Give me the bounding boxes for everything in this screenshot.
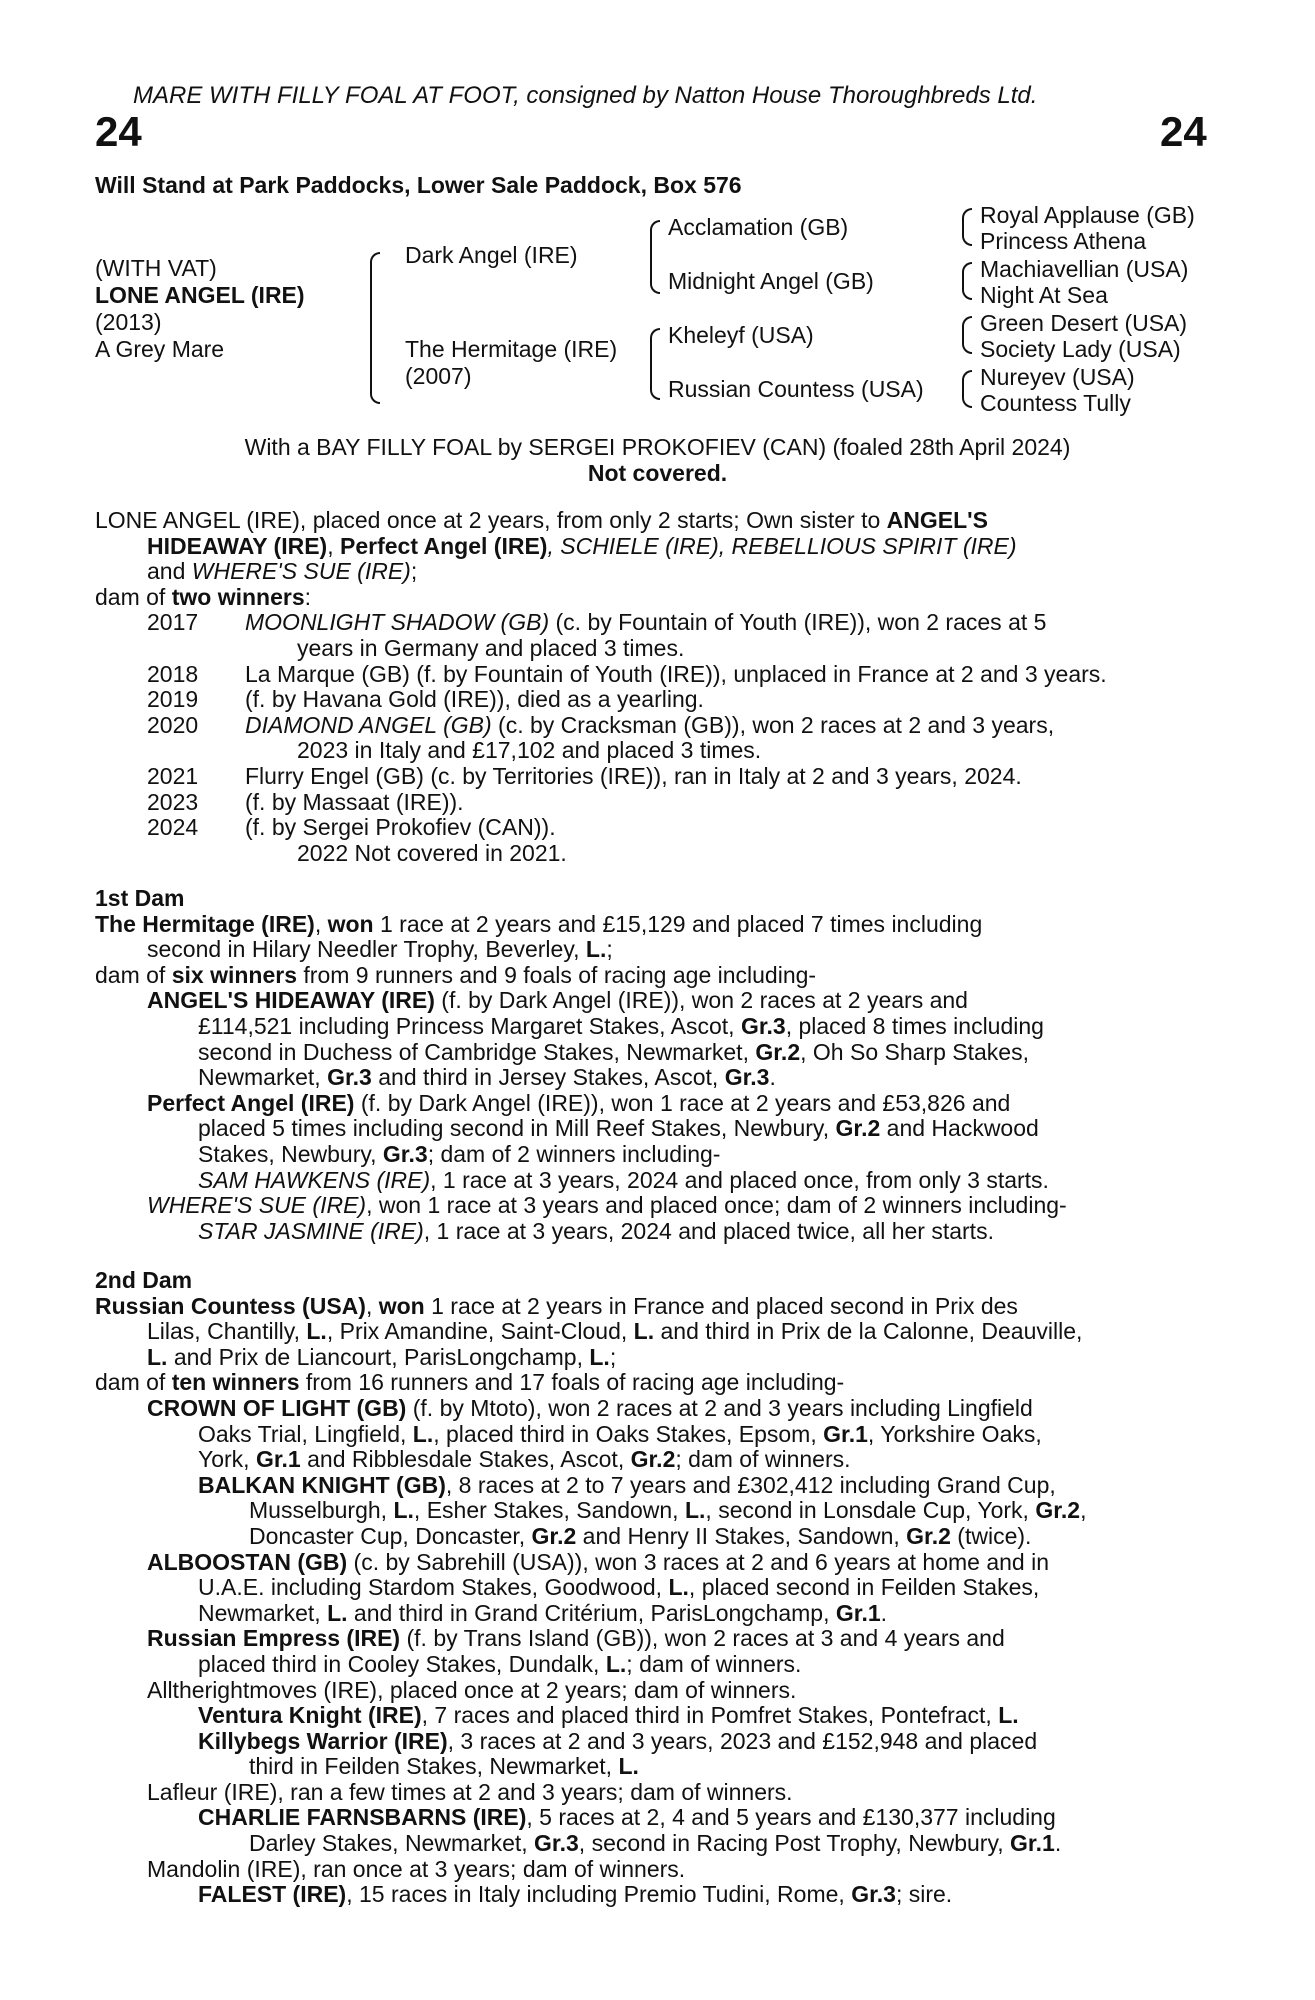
- dam-line: CROWN OF LIGHT (GB) (f. by Mtoto), won 2 races at 2 and 3 years including Lingfield: [147, 1394, 1033, 1421]
- produce-note: 2022 Not covered in 2021.: [297, 839, 567, 866]
- dam-line: Musselburgh, L., Esher Stakes, Sandown, L., second in Lonsdale Cup, York, Gr.2,: [249, 1497, 1087, 1524]
- dam-line: Newmarket, L. and third in Grand Critérium, ParisLongchamp, Gr.1.: [198, 1599, 888, 1626]
- dam-line: Newmarket, Gr.3 and third in Jersey Stakes, Ascot, Gr.3.: [198, 1064, 776, 1091]
- dam-line: placed 5 times including second in Mill Reef Stakes, Newbury, Gr.2 and Hackwood: [198, 1115, 1039, 1142]
- produce-row: 2023 (f. by Massaat (IRE)).: [147, 788, 464, 815]
- dam-line: CHARLIE FARNSBARNS (IRE), 5 races at 2, 4 and 5 years and £130,377 including: [198, 1804, 1056, 1831]
- consignment-line: MARE WITH FILLY FOAL AT FOOT, consigned by Natton House Thoroughbreds Ltd.: [133, 82, 1038, 109]
- produce-record: [95, 508, 1205, 866]
- produce-row-cont: 2023 in Italy and £17,102 and placed 3 times.: [297, 737, 762, 764]
- horse-description: A Grey Mare: [95, 336, 225, 362]
- dam-line: placed third in Cooley Stakes, Dundalk, L.; dam of winners.: [198, 1650, 802, 1677]
- sire-dam-sire: Machiavellian (USA): [980, 256, 1189, 282]
- produce-row: 2019 (f. by Havana Gold (IRE)), died as a yearling.: [147, 686, 704, 713]
- dam-line: Lafleur (IRE), ran a few times at 2 and 3 years; dam of winners.: [147, 1778, 793, 1805]
- sire-sire-dam: Princess Athena: [980, 228, 1147, 254]
- produce-row-cont: years in Germany and placed 3 times.: [297, 634, 685, 661]
- brace-sire-line: [650, 220, 660, 294]
- dam-line: £114,521 including Princess Margaret Stakes, Ascot, Gr.3, placed 8 times including: [198, 1012, 1044, 1039]
- dam-line: SAM HAWKENS (IRE), 1 race at 3 years, 2024 and placed once, from only 3 starts.: [198, 1166, 1049, 1193]
- brace-dam-line: [650, 328, 660, 400]
- intro-line: and WHERE'S SUE (IRE);: [147, 558, 418, 585]
- dam-line: Stakes, Newbury, Gr.3; dam of 2 winners including-: [198, 1140, 721, 1167]
- dam: The Hermitage (IRE): [405, 336, 618, 362]
- sire-sire-sire: Royal Applause (GB): [980, 202, 1195, 228]
- brace-gen3-d: [962, 370, 972, 408]
- second-dam-section: [95, 1268, 1205, 1908]
- dam-line: Oaks Trial, Lingfield, L., placed third in Oaks Stakes, Epsom, Gr.1, Yorkshire Oaks,: [198, 1420, 1042, 1447]
- dam-line: WHERE'S SUE (IRE), won 1 race at 3 years and placed once; dam of 2 winners including-: [147, 1192, 1067, 1219]
- brace-gen3-a: [962, 208, 972, 246]
- dam-line: dam of six winners from 9 runners and 9 foals of racing age including-: [95, 961, 817, 988]
- intro-line: HIDEAWAY (IRE), Perfect Angel (IRE), SCHIELE (IRE), REBELLIOUS SPIRIT (IRE): [147, 532, 1017, 559]
- dam-line: L. and Prix de Liancourt, ParisLongchamp, L.;: [147, 1343, 617, 1370]
- dam-line: York, Gr.1 and Ribblesdale Stakes, Ascot, Gr.2; dam of winners.: [198, 1446, 851, 1473]
- dam-line: Alltherightmoves (IRE), placed once at 2 years; dam of winners.: [147, 1676, 797, 1703]
- dam-line: Russian Countess (USA), won 1 race at 2 years in France and placed second in Prix des: [95, 1292, 1018, 1319]
- sire-dam: Midnight Angel (GB): [668, 268, 874, 294]
- produce-row: 2021 Flurry Engel (GB) (c. by Territories (IRE)), ran in Italy at 2 and 3 years, 2024.: [147, 762, 1022, 789]
- dam-line: dam of ten winners from 16 runners and 17 foals of racing age including-: [95, 1369, 845, 1396]
- dam-line: ANGEL'S HIDEAWAY (IRE) (f. by Dark Angel (IRE)), won 2 races at 2 years and: [147, 987, 968, 1014]
- dam-dam: Russian Countess (USA): [668, 376, 924, 402]
- horse-name: LONE ANGEL (IRE): [95, 282, 305, 308]
- dam-line: ALBOOSTAN (GB) (c. by Sabrehill (USA)), won 3 races at 2 and 6 years at home and in: [147, 1548, 1050, 1575]
- dam-dam-dam: Countess Tully: [980, 390, 1131, 416]
- brace-generation-1: [370, 252, 380, 404]
- intro-line: dam of two winners:: [95, 583, 312, 610]
- intro-line: LONE ANGEL (IRE), placed once at 2 years, from only 2 starts; Own sister to ANGEL'S: [95, 507, 988, 533]
- dam-sire-dam: Society Lady (USA): [980, 336, 1181, 362]
- dam-line: Russian Empress (IRE) (f. by Trans Island (GB)), won 2 races at 3 and 4 years and: [147, 1625, 1005, 1652]
- dam-line: second in Hilary Needler Trophy, Beverley, L.;: [147, 936, 613, 963]
- section-title: 1st Dam: [95, 885, 185, 911]
- dam-line: Darley Stakes, Newmarket, Gr.3, second in Racing Post Trophy, Newbury, Gr.1.: [249, 1830, 1062, 1857]
- dam-year: (2007): [405, 363, 472, 389]
- horse-year: (2013): [95, 309, 162, 335]
- dam-line: BALKAN KNIGHT (GB), 8 races at 2 to 7 years and £302,412 including Grand Cup,: [198, 1471, 1056, 1498]
- section-title: 2nd Dam: [95, 1267, 193, 1293]
- brace-gen3-c: [962, 316, 972, 354]
- dam-line: Mandolin (IRE), ran once at 3 years; dam of winners.: [147, 1855, 686, 1882]
- dam-line: Perfect Angel (IRE) (f. by Dark Angel (IRE)), won 1 race at 2 years and £53,826 and: [147, 1089, 1011, 1116]
- dam-line: Doncaster Cup, Doncaster, Gr.2 and Henry II Stakes, Sandown, Gr.2 (twice).: [249, 1522, 1032, 1549]
- first-dam-section: [95, 886, 1205, 1244]
- produce-row: 2024 (f. by Sergei Prokofiev (CAN)).: [147, 814, 556, 841]
- dam-line: FALEST (IRE), 15 races in Italy including Premio Tudini, Rome, Gr.3; sire.: [198, 1881, 953, 1908]
- dam-sire-sire: Green Desert (USA): [980, 310, 1188, 336]
- dam-dam-sire: Nureyev (USA): [980, 364, 1135, 390]
- dam-line: Ventura Knight (IRE), 7 races and placed third in Pomfret Stakes, Pontefract, L.: [198, 1702, 1019, 1729]
- dam-line: second in Duchess of Cambridge Stakes, Newmarket, Gr.2, Oh So Sharp Stakes,: [198, 1038, 1029, 1065]
- dam-line: Killybegs Warrior (IRE), 3 races at 2 and 3 years, 2023 and £152,948 and placed: [198, 1727, 1038, 1754]
- stand-location: Will Stand at Park Paddocks, Lower Sale Paddock, Box 576: [95, 172, 742, 198]
- covered-status: Not covered.: [587, 460, 728, 486]
- sire-sire: Acclamation (GB): [668, 214, 849, 240]
- foal-line: With a BAY FILLY FOAL by SERGEI PROKOFIEV (CAN) (foaled 28th April 2024): [244, 434, 1071, 460]
- lot-number-left: 24: [95, 108, 142, 155]
- sire: Dark Angel (IRE): [405, 242, 578, 268]
- produce-row: 2020 DIAMOND ANGEL (GB) (c. by Cracksman (GB)), won 2 races at 2 and 3 years,: [147, 711, 1055, 738]
- dam-line: The Hermitage (IRE), won 1 race at 2 years and £15,129 and placed 7 times including: [95, 910, 983, 937]
- dam-line: STAR JASMINE (IRE), 1 race at 3 years, 2024 and placed twice, all her starts.: [198, 1217, 994, 1244]
- dam-line: third in Feilden Stakes, Newmarket, L.: [249, 1753, 639, 1780]
- dam-line: Lilas, Chantilly, L., Prix Amandine, Saint-Cloud, L. and third in Prix de la Calonne, Deauville,: [147, 1318, 1083, 1345]
- dam-line: U.A.E. including Stardom Stakes, Goodwood, L., placed second in Feilden Stakes,: [198, 1574, 1040, 1601]
- sire-dam-dam: Night At Sea: [980, 282, 1108, 308]
- brace-gen3-b: [962, 262, 972, 300]
- dam-sire: Kheleyf (USA): [668, 322, 814, 348]
- vat-label: (WITH VAT): [95, 255, 217, 281]
- produce-row: 2017 MOONLIGHT SHADOW (GB) (c. by Fountain of Youth (IRE)), won 2 races at 5: [147, 609, 1047, 636]
- produce-row: 2018 La Marque (GB) (f. by Fountain of Youth (IRE)), unplaced in France at 2 and 3 years.: [147, 660, 1107, 687]
- lot-number-right: 24: [1160, 108, 1207, 155]
